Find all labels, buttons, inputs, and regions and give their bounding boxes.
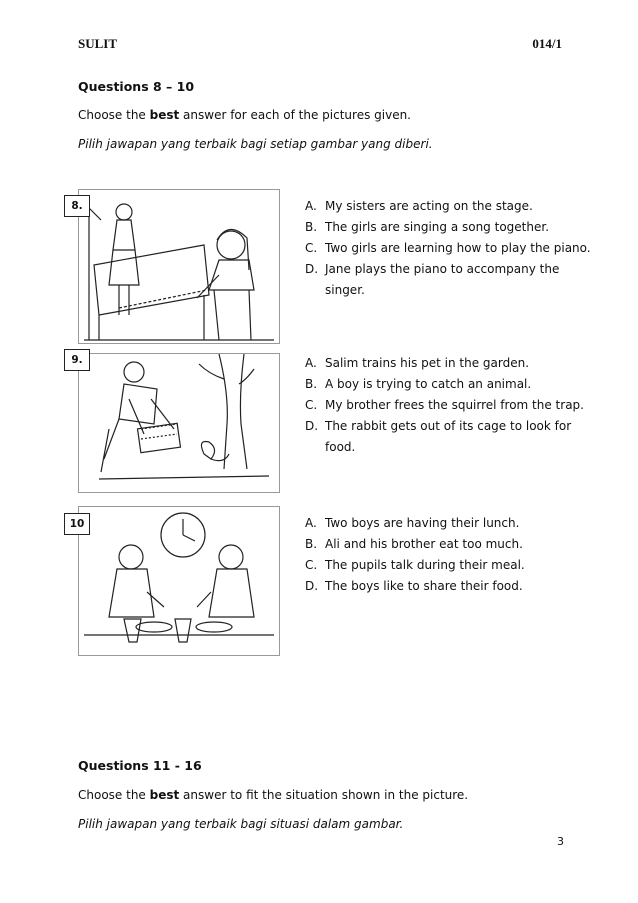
instruction-text: Choose the [78,788,150,802]
question-number-8: 8. [64,195,90,217]
instruction-text: Choose the [78,108,150,122]
option-text: Salim trains his pet in the garden. [325,356,530,370]
option-b [305,217,595,238]
page-number: 3 [557,835,564,848]
piano-girls-illustration [79,190,279,343]
option-text: The rabbit gets out of its cage to look for food. [325,419,572,454]
instruction-text: answer for each of the pictures given. [179,108,411,122]
option-letter: A. [305,199,317,213]
option-a [305,353,595,374]
instruction-malay: Pilih jawapan yang terbaik bagi situasi dalam gambar. [78,817,404,831]
option-text: A boy is trying to catch an animal. [325,377,532,391]
option-d [305,576,595,597]
option-d [305,259,595,301]
question-9-picture [78,353,280,493]
option-a [305,196,595,217]
question-8-options [305,196,595,301]
option-c [305,555,595,576]
option-text: Two girls are learning how to play the piano. [325,241,591,255]
option-text: Two boys are having their lunch. [325,516,520,530]
instruction-english [78,108,411,122]
question-8-picture [78,189,280,344]
question-10-picture [78,506,280,656]
option-letter: D. [305,262,319,276]
instruction-malay: Pilih jawapan yang terbaik bagi setiap gambar yang diberi. [78,137,433,151]
boys-eating-illustration [79,507,279,655]
question-9-options [305,353,595,458]
option-d [305,416,595,458]
option-letter: A. [305,356,317,370]
option-text: Ali and his brother eat too much. [325,537,523,551]
option-c [305,238,595,259]
option-text: My brother frees the squirrel from the trap. [325,398,584,412]
option-letter: B. [305,377,318,391]
question-10-options [305,513,595,597]
header-classification: SULIT [78,36,118,51]
instruction-bold-word: best [149,788,180,802]
option-letter: B. [305,220,318,234]
boy-squirrel-trap-illustration [79,354,279,492]
option-text: My sisters are acting on the stage. [325,199,533,213]
option-b [305,374,595,395]
question-number-10: 10 [64,513,90,535]
option-c [305,395,595,416]
option-text: The boys like to share their food. [325,579,523,593]
option-letter: C. [305,241,318,255]
option-letter: A. [305,516,317,530]
section-title-8-10: Questions 8 – 10 [78,79,195,94]
header-paper-code: 014/1 [532,36,562,51]
option-a [305,513,595,534]
option-text: Jane plays the piano to accompany the singer. [325,262,560,297]
option-letter: C. [305,398,318,412]
option-letter: D. [305,419,319,433]
option-letter: C. [305,558,318,572]
option-text: The pupils talk during their meal. [325,558,525,572]
instruction-text: answer to fit the situation shown in the picture. [179,788,469,802]
option-b [305,534,595,555]
section-title-11-16: Questions 11 - 16 [78,758,202,773]
instruction-english [78,788,468,802]
option-letter: B. [305,537,318,551]
option-letter: D. [305,579,319,593]
question-number-9: 9. [64,349,90,371]
option-text: The girls are singing a song together. [325,220,550,234]
instruction-bold-word: best [149,108,180,122]
